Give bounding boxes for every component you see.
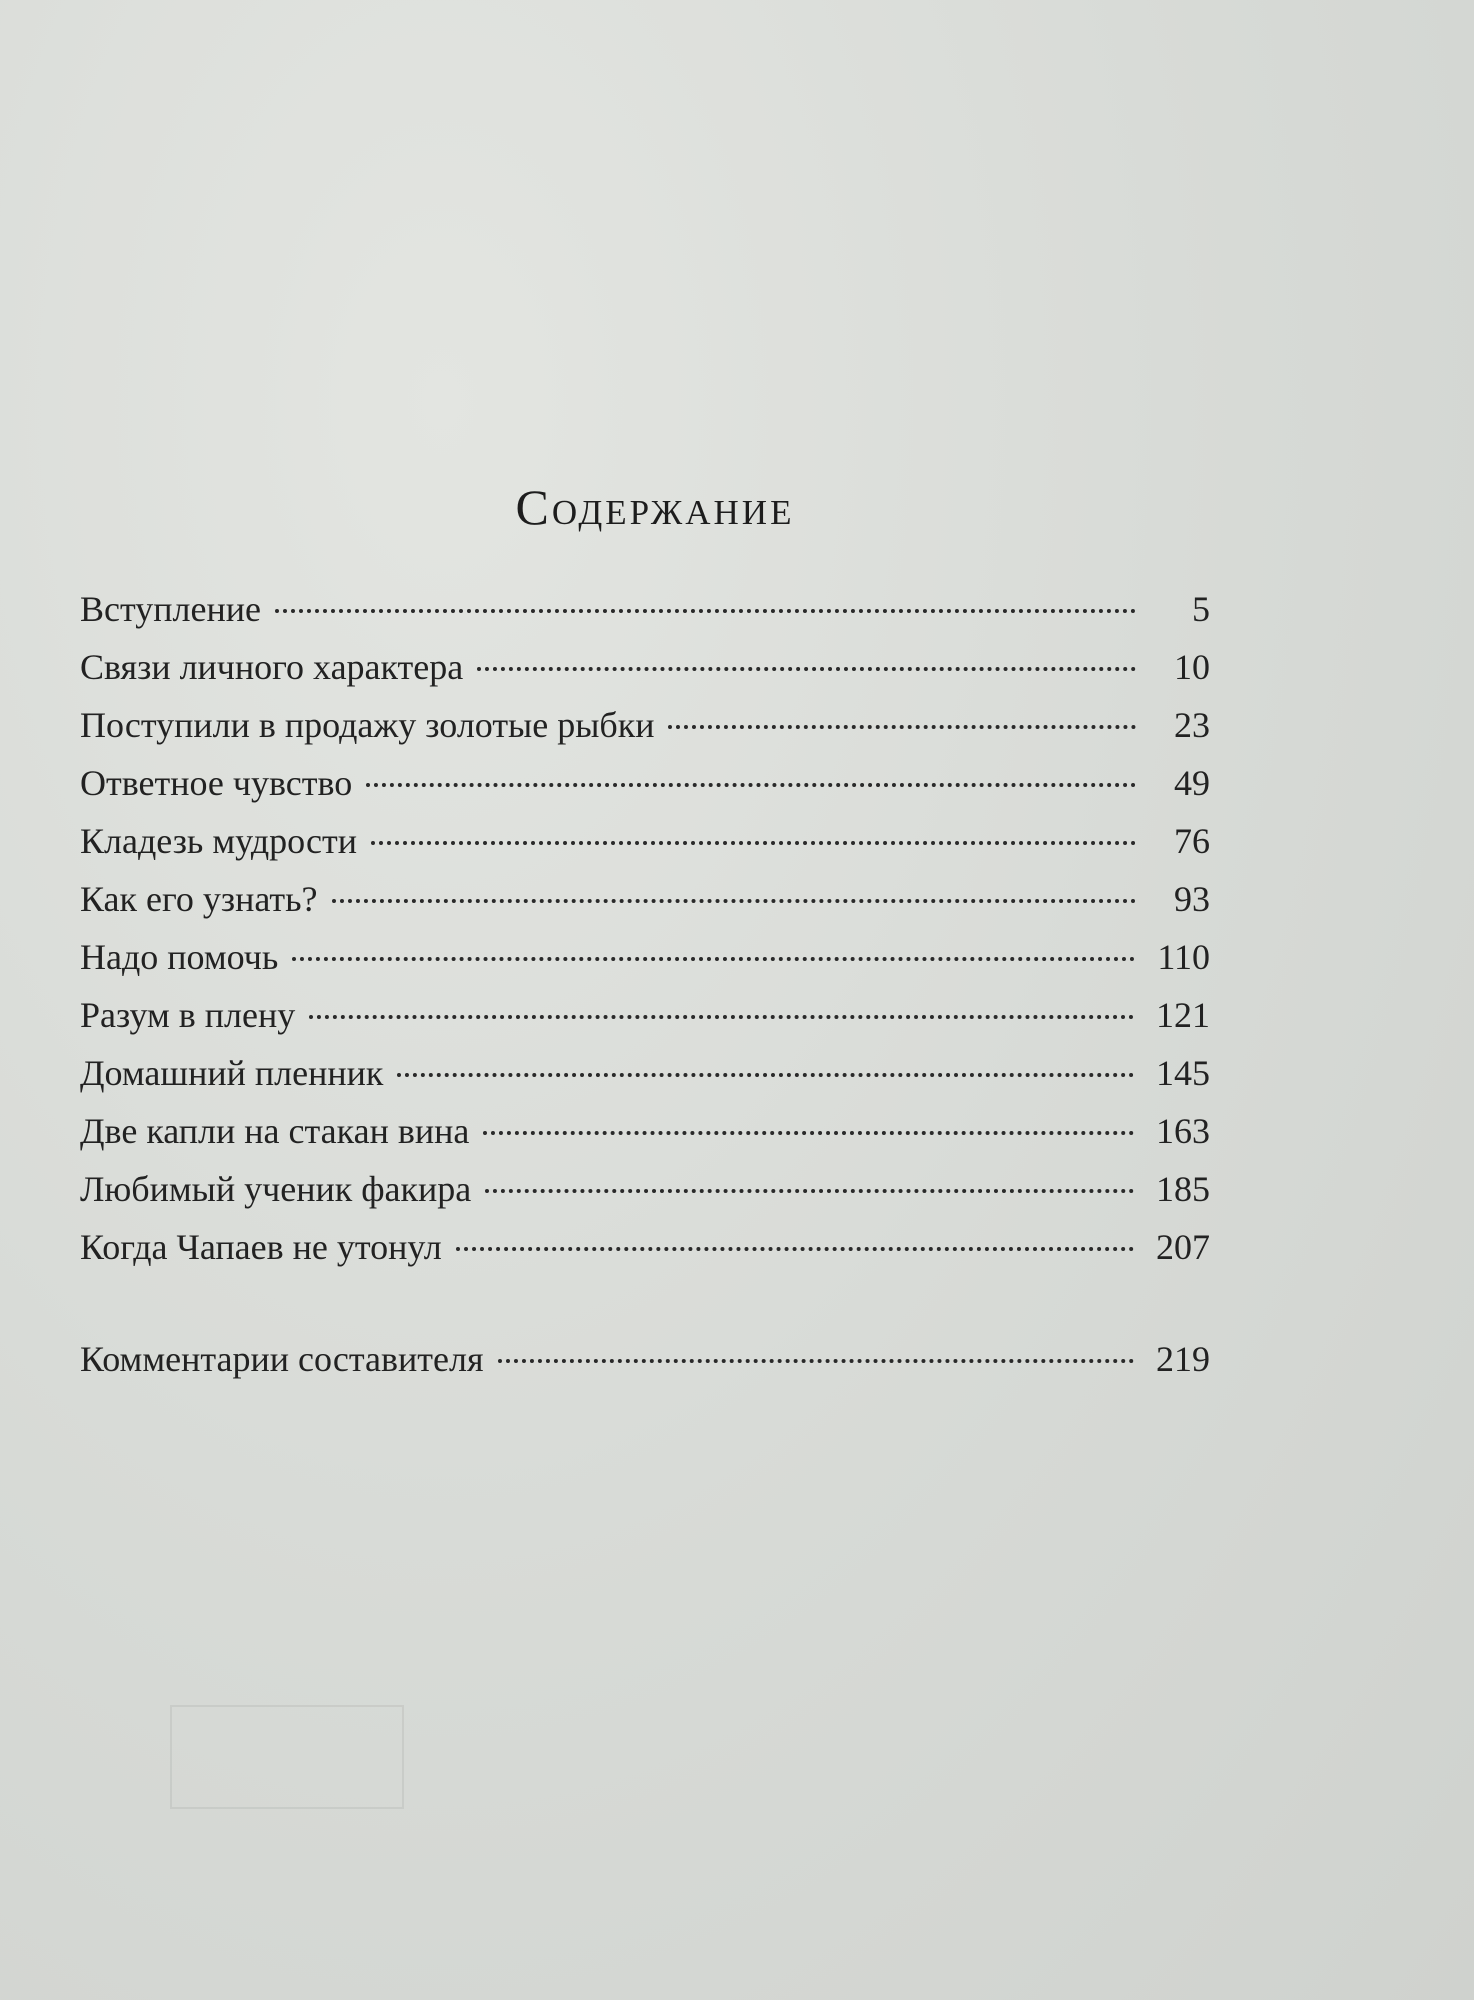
toc-entry-page: 10	[1174, 647, 1210, 687]
bleed-through-mark	[170, 1705, 404, 1809]
toc-entry-page: 110	[1157, 937, 1210, 977]
toc-entry	[80, 1052, 1210, 1110]
toc-entry	[80, 994, 1210, 1052]
dot-leader	[366, 783, 1136, 787]
toc-entry-title: Надо помочь	[80, 937, 279, 977]
toc-entry-page: 207	[1156, 1227, 1210, 1267]
dot-leader	[498, 1359, 1134, 1363]
dot-leader	[477, 667, 1136, 671]
toc-entry-title: Связи личного характера	[80, 647, 464, 687]
toc-entry-page: 219	[1156, 1339, 1210, 1379]
toc-entry-title: Разум в плену	[80, 995, 296, 1035]
toc-entry-title: Как его узнать?	[80, 879, 318, 919]
toc-entry	[80, 1226, 1210, 1284]
toc-entry-title: Поступили в продажу золотые рыбки	[80, 705, 655, 745]
toc-entry-page: 121	[1156, 995, 1210, 1035]
toc-entry	[80, 1168, 1210, 1226]
toc-entry-page: 5	[1192, 589, 1210, 629]
toc-entry-title: Ответное чувство	[80, 763, 353, 803]
toc-entry-title: Кладезь мудрости	[80, 821, 358, 861]
toc-entry-title: Любимый ученик факира	[80, 1169, 472, 1209]
toc-entry-title: Когда Чапаев не утонул	[80, 1227, 442, 1267]
toc-entry-page: 76	[1174, 821, 1210, 861]
toc-entry-title: Домашний пленник	[80, 1053, 384, 1093]
toc-appendix-entry	[80, 1338, 1210, 1396]
dot-leader	[485, 1189, 1134, 1193]
toc-entry	[80, 762, 1210, 820]
toc-entry	[80, 820, 1210, 878]
toc-entry-title: Комментарии составителя	[80, 1339, 484, 1379]
toc-entry-title: Вступление	[80, 589, 261, 629]
dot-leader	[371, 841, 1136, 845]
toc-entry-page: 185	[1156, 1169, 1210, 1209]
toc-entry-page: 49	[1174, 763, 1210, 803]
page-title: Содержание	[515, 479, 795, 535]
dot-leader	[456, 1247, 1134, 1251]
toc-entry-page: 23	[1174, 705, 1210, 745]
toc-entry-page: 145	[1156, 1053, 1210, 1093]
toc-entry	[80, 588, 1210, 646]
toc-entry	[80, 1110, 1210, 1168]
toc-entry-page: 93	[1174, 879, 1210, 919]
dot-leader	[292, 957, 1135, 961]
dot-leader	[668, 725, 1136, 729]
dot-leader	[483, 1131, 1134, 1135]
dot-leader	[332, 899, 1136, 903]
toc-entry-page: 163	[1156, 1111, 1210, 1151]
toc-entry	[80, 878, 1210, 936]
dot-leader	[275, 609, 1136, 613]
toc-entry-title: Две капли на стакан вина	[80, 1111, 470, 1151]
dot-leader	[397, 1073, 1134, 1077]
table-of-contents	[80, 588, 1210, 1396]
toc-entry	[80, 646, 1210, 704]
dot-leader	[309, 1015, 1134, 1019]
toc-entry	[80, 704, 1210, 762]
toc-entry	[80, 936, 1210, 994]
